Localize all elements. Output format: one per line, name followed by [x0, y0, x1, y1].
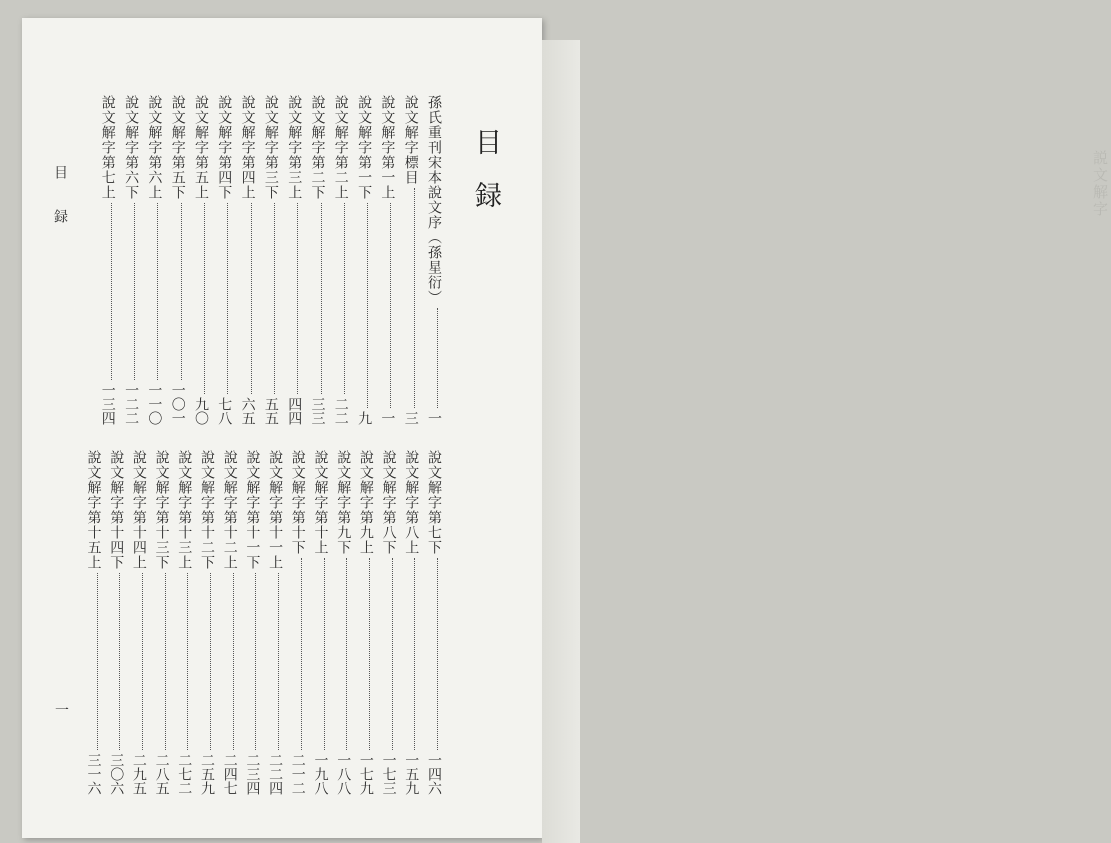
toc-entry [424, 95, 444, 425]
toc-entry [377, 95, 397, 425]
leader-dots [346, 558, 347, 750]
toc-entry-label: 說文解字第七下 [426, 450, 442, 555]
toc-entry-page: 二三四 [244, 753, 261, 795]
toc-entry [106, 450, 126, 795]
toc-entry-page: 一八八 [335, 753, 352, 795]
toc-entry [354, 95, 374, 425]
toc-entry-page: 九〇 [193, 397, 209, 425]
facing-page-edge [542, 40, 1109, 843]
toc-entry [288, 450, 308, 795]
leader-dots [157, 203, 158, 380]
toc-entry-page: 一一〇 [146, 383, 163, 425]
toc-entry [197, 450, 217, 795]
toc-entry [308, 95, 328, 425]
toc-entry [174, 450, 194, 795]
toc-entry-label: 說文解字第一下 [356, 95, 373, 200]
toc-entry-page: 六五 [239, 397, 256, 425]
toc-entry [284, 95, 304, 425]
leader-dots [369, 558, 370, 750]
toc-entry-label: 說文解字標目 [402, 95, 419, 185]
toc-entry [98, 95, 118, 425]
toc-entry-page: 二四七 [221, 753, 238, 795]
toc-entry-page: 一四六 [426, 753, 442, 795]
toc-entry [220, 450, 240, 795]
toc-entry [242, 450, 262, 795]
toc-entry-label: 說文解字第六下 [123, 95, 140, 200]
toc-entry-label: 孫氏重刊宋本說文序（孫星衍） [426, 95, 442, 305]
leader-dots [165, 573, 166, 750]
toc-entry-page: 二七二 [176, 753, 193, 795]
toc-entry-label: 說文解字第十四上 [130, 450, 147, 570]
leader-dots [142, 573, 143, 750]
page-title: 目録 [470, 128, 501, 234]
leader-dots [187, 573, 188, 750]
toc-entry-label: 說文解字第五下 [169, 95, 186, 200]
leader-dots [210, 573, 211, 750]
toc-entry-page: 一 [426, 411, 442, 425]
toc-entry-label: 說文解字第七上 [99, 95, 116, 200]
toc-entry-page: 一七三 [380, 753, 397, 795]
toc-entry-label: 說文解字第十四下 [108, 450, 125, 570]
leader-dots [390, 203, 391, 408]
toc-entry [311, 450, 331, 795]
toc-entry-page: 一〇一 [169, 383, 186, 425]
running-head: 目録 [52, 165, 68, 253]
leader-dots [414, 188, 415, 408]
toc-entry [152, 450, 172, 795]
toc-entry-page: 一七九 [357, 753, 374, 795]
toc-entry [424, 450, 444, 795]
leader-dots [321, 203, 322, 394]
toc-entry-page: 三〇六 [108, 753, 125, 795]
leader-dots [204, 203, 205, 394]
leader-dots [367, 203, 368, 408]
toc-entry-label: 說文解字第八上 [403, 450, 420, 555]
toc-entry-label: 說文解字第十一上 [267, 450, 284, 570]
toc-entry [214, 95, 234, 425]
leader-dots [255, 573, 256, 750]
toc-entry-label: 說文解字第十五上 [85, 450, 102, 570]
toc-entry-label: 說文解字第六上 [146, 95, 163, 200]
toc-entry-page: 一三四 [99, 383, 116, 425]
toc-entry-label: 說文解字第五上 [193, 95, 209, 200]
toc-entry [168, 95, 188, 425]
toc-entry [331, 95, 351, 425]
toc-entry [265, 450, 285, 795]
leader-dots [111, 203, 112, 380]
bleed-through-text: 説文解字 [1091, 150, 1109, 218]
leader-dots [97, 573, 98, 750]
toc-entry [121, 95, 141, 425]
leader-dots [301, 558, 302, 750]
toc-entry-page: 四四 [286, 397, 303, 425]
toc-entry-label: 說文解字第十三上 [176, 450, 193, 570]
toc-entry [84, 450, 104, 795]
toc-entry [238, 95, 258, 425]
toc-entry-label: 說文解字第十上 [312, 450, 329, 555]
toc-entry-label: 說文解字第八下 [380, 450, 397, 555]
leader-dots [251, 203, 252, 394]
toc-entry-page: 二八五 [153, 753, 170, 795]
leader-dots [227, 203, 228, 394]
toc-entry-page: 一九八 [312, 753, 329, 795]
toc-entry-label: 說文解字第三下 [262, 95, 279, 200]
toc-entry-label: 說文解字第十二下 [199, 450, 215, 570]
toc-entry-page: 二一二 [289, 753, 306, 795]
toc-entry [356, 450, 376, 795]
toc-entry-page: 九 [356, 411, 373, 425]
toc-entry-page: 一二二 [123, 383, 140, 425]
toc-entry-label: 說文解字第四上 [239, 95, 256, 200]
toc-entry-page: 二五九 [199, 753, 215, 795]
leader-dots [278, 573, 279, 750]
toc-entry-label: 說文解字第一上 [379, 95, 396, 200]
toc-entry-label: 說文解字第十一下 [244, 450, 261, 570]
toc-entry-label: 說文解字第二上 [332, 95, 349, 200]
toc-entry [261, 95, 281, 425]
leader-dots [437, 558, 438, 750]
leader-dots [392, 558, 393, 750]
page-number: 一 [55, 703, 69, 719]
toc-entry [333, 450, 353, 795]
toc-entry [129, 450, 149, 795]
leader-dots [414, 558, 415, 750]
toc-entry-page: 五五 [262, 397, 279, 425]
leader-dots [119, 573, 120, 750]
leader-dots [324, 558, 325, 750]
leader-dots [181, 203, 182, 380]
leader-dots [437, 308, 438, 408]
toc-entry-page: 一 [379, 411, 396, 425]
toc-entry-page: 二二四 [267, 753, 284, 795]
toc-entry-label: 說文解字第十下 [289, 450, 306, 555]
toc-entry [401, 450, 421, 795]
leader-dots [297, 203, 298, 394]
toc-entry-page: 七八 [216, 397, 233, 425]
toc-entry-label: 說文解字第九上 [357, 450, 374, 555]
toc-entry-label: 說文解字第十三下 [153, 450, 170, 570]
leader-dots [134, 203, 135, 380]
toc-entry-label: 說文解字第十二上 [221, 450, 238, 570]
leader-dots [274, 203, 275, 394]
leader-dots [233, 573, 234, 750]
toc-entry-page: 一五九 [403, 753, 420, 795]
toc-entry [379, 450, 399, 795]
toc-entry-page: 二九五 [130, 753, 147, 795]
toc-entry-label: 說文解字第九下 [335, 450, 352, 555]
toc-entry [401, 95, 421, 425]
toc-entry [144, 95, 164, 425]
leader-dots [344, 203, 345, 394]
toc-entry-page: 三一六 [85, 753, 102, 795]
toc-entry-page: 三三 [309, 397, 326, 425]
toc-entry-page: 二二 [332, 397, 349, 425]
toc-entry-label: 說文解字第四下 [216, 95, 233, 200]
toc-entry-label: 說文解字第二下 [309, 95, 326, 200]
toc-entry-page: 三 [402, 411, 419, 425]
toc-entry [191, 95, 211, 425]
toc-entry-label: 說文解字第三上 [286, 95, 303, 200]
